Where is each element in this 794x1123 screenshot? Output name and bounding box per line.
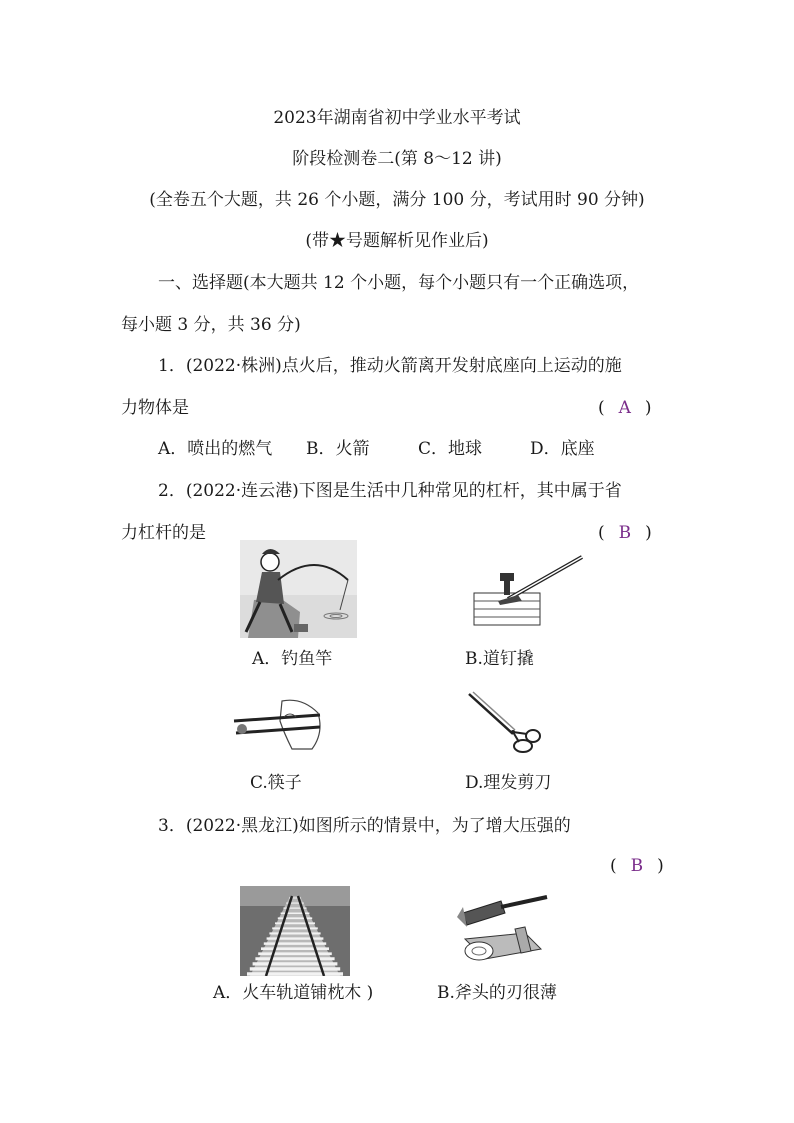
answer-letter: B <box>618 523 632 543</box>
chopsticks-figure <box>232 693 324 755</box>
section-heading-line2: 每小题 3 分，共 36 分) <box>121 315 301 335</box>
question-2-answer: ( B ) <box>598 523 652 543</box>
answer-letter: B <box>630 856 644 876</box>
q1-option-c: C．地球 <box>418 439 483 459</box>
fishing-rod-figure <box>240 540 357 638</box>
question-1-line1: 1．(2022·株洲)点火后，推动火箭离开发射底座向上运动的施 <box>158 356 622 376</box>
figure-caption-d: D.理发剪刀 <box>465 773 552 793</box>
nail-puller-figure <box>468 555 586 628</box>
q1-option-a: A．喷出的燃气 <box>158 439 273 459</box>
figure-caption-b: B.道钉撬 <box>465 649 534 669</box>
q1-option-d: D．底座 <box>530 439 595 459</box>
axe-figure <box>455 893 555 973</box>
question-1-line2: 力物体是 <box>121 398 189 418</box>
figure-caption-3b: B.斧头的刃很薄 <box>437 983 557 1003</box>
scissors-figure <box>465 690 545 760</box>
figure-caption-3a: A．火车轨道铺枕木 ) <box>213 983 374 1003</box>
figure-caption-a: A．钓鱼竿 <box>252 649 333 669</box>
question-2-line1: 2．(2022·连云港)下图是生活中几种常见的杠杆，其中属于省 <box>158 481 622 501</box>
q1-option-b: B．火箭 <box>306 439 370 459</box>
section-heading-line1: 一、选择题(本大题共 12 个小题，每个小题只有一个正确选项， <box>158 273 640 293</box>
exam-subtitle: 阶段检测卷二(第 8～12 讲) <box>292 149 502 169</box>
answer-letter: A <box>618 398 631 418</box>
question-3-answer: ( B ) <box>610 856 664 876</box>
question-1-answer: ( A ) <box>598 398 652 418</box>
figure-caption-c: C.筷子 <box>250 773 302 793</box>
exam-info: (全卷五个大题，共 26 个小题，满分 100 分，考试用时 90 分钟) <box>149 190 645 210</box>
exam-note: (带★号题解析见作业后) <box>305 231 489 251</box>
question-2-line2: 力杠杆的是 <box>121 523 206 543</box>
railway-figure <box>240 886 350 976</box>
question-3-line1: 3．(2022·黑龙江)如图所示的情景中，为了增大压强的 <box>158 816 571 836</box>
exam-title: 2023年湖南省初中学业水平考试 <box>273 108 521 128</box>
